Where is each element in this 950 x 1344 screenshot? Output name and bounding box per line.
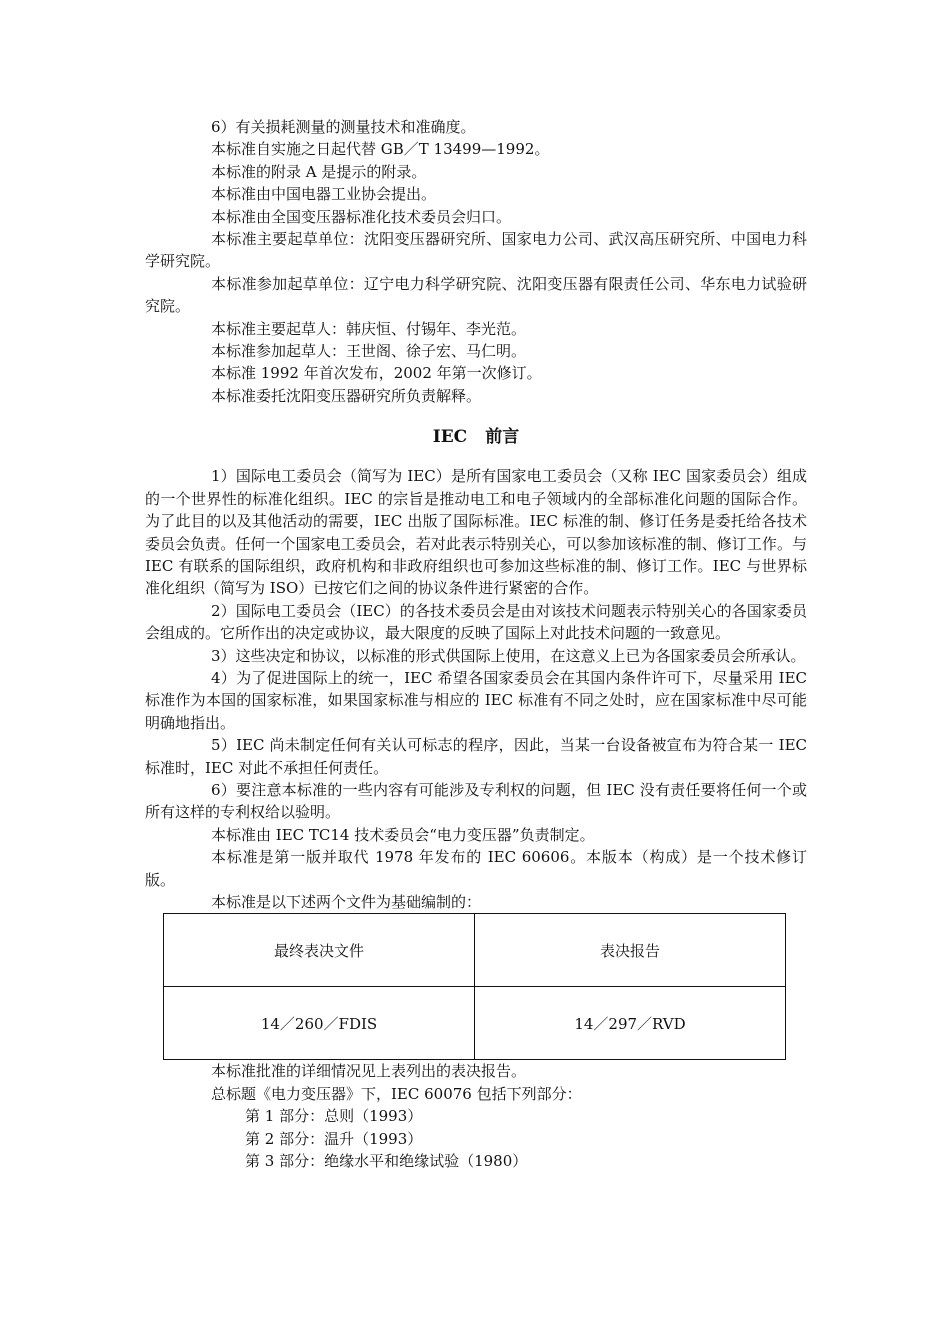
upper-section [145,116,807,407]
paragraph: 6）有关损耗测量的测量技术和准确度。 [211,118,476,136]
list-item: 第 1 部分：总则（1993） [245,1107,423,1126]
list-item: 第 3 部分：绝缘水平和绝缘试验（1980） [245,1152,528,1171]
iec-foreword [145,465,807,913]
paragraph: 本标准自实施之日起代替 GB／T 13499—1992。 [211,140,550,159]
table-header-cell: 最终表决文件 [164,914,475,987]
paragraph: 本标准委托沈阳变压器研究所负责解释。 [211,386,482,405]
voting-table [163,913,786,1060]
paragraph: 本标准由中国电器工业协会提出。 [211,185,437,204]
paragraph: 总标题《电力变压器》下，IEC 60076 包括下列部分： [211,1084,582,1103]
paragraph: 本标准由全国变压器标准化技术委员会归口。 [211,207,512,226]
table-cell: 14／260／FDIS [164,987,475,1060]
paragraph: 2）国际电工委员会（IEC）的各技术委员会是由对该技术问题表示特别关心的各国家委员会组成的。它所作出的决定或协议，最大限度的反映了国际上对此技术问题的一致意见。 [145,601,807,643]
table-cell: 14／297／RVD [475,987,786,1060]
paragraph: 本标准参加起草单位：辽宁电力科学研究院、沈阳变压器有限责任公司、华东电力试验研究院。 [145,274,807,316]
paragraph: 本标准是第一版并取代 1978 年发布的 IEC 60606。本版本（构成）是一个技术修订版。 [145,848,807,889]
paragraph: 本标准主要起草人：韩庆恒、付锡年、李光范。 [211,319,527,338]
paragraph: 本标准 1992 年首次发布，2002 年第一次修订。 [211,364,542,383]
paragraph: 6）要注意本标准的一些内容有可能涉及专利权的问题，但 IEC 没有责任要将任何一个或所有这样的专利权给以验明。 [145,780,807,822]
table-header-cell: 表决报告 [475,914,786,987]
paragraph: 本标准的附录 A 是提示的附录。 [211,162,427,181]
table-row [164,987,786,1060]
after-table-section [145,1060,807,1172]
table-header-row [164,914,786,987]
section-heading [145,425,807,449]
paragraph: 本标准由 IEC TC14 技术委员会“电力变压器”负责制定。 [211,825,595,844]
paragraph: 3）这些决定和协议，以标准的形式供国际上使用，在这意义上已为各国家委员会所承认。 [211,646,806,665]
paragraph: 5）IEC 尚未制定任何有关认可标志的程序，因此，当某一台设备被宣布为符合某一 IEC 标准时，IEC 对此不承担任何责任。 [145,736,807,777]
paragraph: 1）国际电工委员会（简写为 IEC）是所有国家电工委员会（又称 IEC 国家委员会）组成的一个世界性的标准化组织。IEC 的宗旨是推动电工和电子领域内的全部标准化问题的国际合作。为了此目的以及其他活动的需要，IEC 出版了国际标准。IEC 标准的制、修订任务是委托给各技术委员会负责。任何一个国家电工委员会，若对此表示特别关心，可以参加该标准的制、修订工作。与 IEC 有联系的国际组织，政府机构和非政府组织也可参加这些标准的制、修订工作。IEC 与世界标准化组织（简写为 ISO）已按它们之间的协议条件进行紧密的合作。 [145,467,807,598]
paragraph: 本标准主要起草单位：沈阳变压器研究所、国家电力公司、武汉高压研究所、中国电力科学研究院。 [145,230,807,271]
list-item: 第 2 部分：温升（1993） [245,1129,423,1148]
paragraph: 本标准参加起草人：王世阁、徐子宏、马仁明。 [211,342,527,361]
paragraph: 本标准批准的详细情况见上表列出的表决报告。 [211,1062,527,1081]
document-page [145,116,807,1172]
paragraph: 本标准是以下述两个文件为基础编制的： [211,893,482,911]
paragraph: 4）为了促进国际上的统一，IEC 希望各国家委员会在其国内条件许可下，尽量采用 IEC 标准作为本国的国家标准，如果国家标准与相应的 IEC 标准有不同之处时，应在国家标准中尽可能明确地指出。 [145,668,807,732]
heading-right: 前言 [485,427,520,448]
heading-left: IEC [432,427,468,448]
